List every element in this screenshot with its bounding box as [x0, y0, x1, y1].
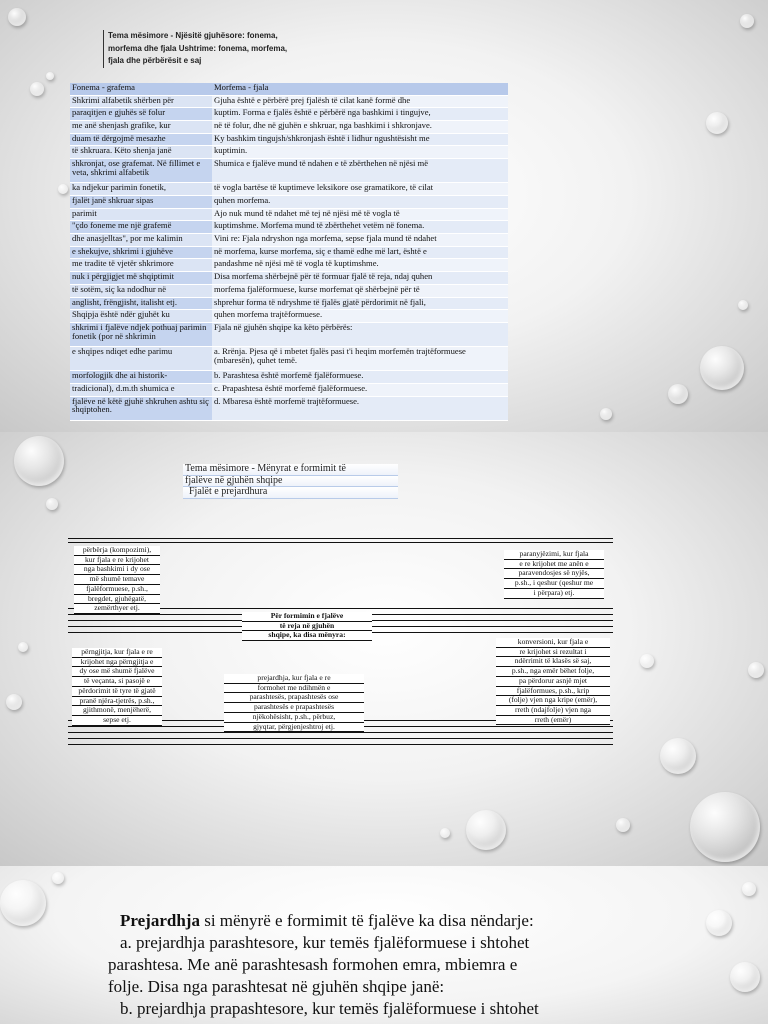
rule-line [68, 542, 613, 543]
table-cell: e shekujve, shkrimi i gjuhëve [70, 246, 212, 259]
article-prefixing-cell [504, 550, 604, 599]
table-cell: kuptim. Forma e fjalës është e përbërë nga bashkimi i tingujve, [212, 108, 508, 121]
table-row [70, 371, 508, 384]
table-cell: shkrimi i fjalëve ndjek pothuaj parimin fonetik (por në shkrimin [70, 322, 212, 346]
compounding-cell [74, 546, 160, 614]
water-drop [706, 112, 728, 134]
table-row [70, 259, 508, 272]
table-row [70, 272, 508, 285]
water-drop [668, 384, 688, 404]
slide-1-title [103, 30, 323, 68]
water-drop [640, 654, 654, 668]
text-fragment: si mënyrë e formimit të fjalëve ka disa nëndarje: [199, 911, 534, 930]
water-drop [616, 818, 630, 832]
water-drop [440, 828, 450, 838]
table-row [70, 284, 508, 297]
cell-line: krijohet nga përngjitja e [72, 658, 162, 668]
table-cell: kuptimshme. Morfema mund të zbërthehet vetëm në fonema. [212, 221, 508, 234]
text-line: folje. Disa nga parashtesat në gjuhën shqipe janë: [108, 977, 445, 996]
table-cell: Shkrimi alfabetik shërben për [70, 95, 212, 108]
table-cell: në morfema, kurse morfema, siç e thamë edhe më lart, është e [212, 246, 508, 259]
cell-line: i përpara) etj. [504, 589, 604, 599]
water-drop [738, 300, 748, 310]
table-cell: parimit [70, 208, 212, 221]
cell-line: njëkohësisht, p.sh., përbuz, [224, 713, 364, 723]
table-cell: Ky bashkim tingujsh/shkronjash është i lidhur ngushtësisht me [212, 133, 508, 146]
water-drop [690, 792, 760, 862]
title-line: fjalëve në gjuhën shqipe [183, 476, 398, 488]
cell-line: Për formimin e fjalëve [242, 612, 372, 622]
cell-line: parashtesës, prapashtesës ose [224, 693, 364, 703]
cell-line: sepse etj. [72, 716, 162, 726]
cell-line: përbërja (kompozimi), [74, 546, 160, 556]
cell-line: të veçanta, si pasojë e [72, 677, 162, 687]
table-row [70, 246, 508, 259]
table-cell: dhe anasjelltas", por me kalimin [70, 234, 212, 247]
table-cell: kuptimin. [212, 146, 508, 159]
table-cell: nuk i përgjigjet më shqiptimit [70, 272, 212, 285]
water-drop [740, 14, 754, 28]
cell-line: (folje) vjen nga kripe (emër), [496, 696, 610, 706]
table-row [70, 159, 508, 183]
cell-line: paravendosjes së nyjës, [504, 569, 604, 579]
formation-methods-heading [242, 612, 372, 641]
table-header-cell: Fonema - grafema [70, 83, 212, 95]
table-cell: c. Prapashtesa është morfemë fjalëformuese. [212, 383, 508, 396]
table-cell: në të folur, dhe në gjuhën e shkruar, nga bashkimi i shkronjave. [212, 120, 508, 133]
table-header-cell: Morfema - fjala [212, 83, 508, 95]
word-formation-diagram [68, 538, 613, 744]
table-cell: të sotëm, siç ka ndodhur në [70, 284, 212, 297]
cell-line: e re krijohet me anën e [504, 560, 604, 570]
water-drop [0, 880, 46, 926]
slide-3 [0, 866, 768, 1024]
table-cell: quhen morfema trajtëformuese. [212, 310, 508, 323]
table-cell: shkronjat, ose grafemat. Në fillimet e veta, shkrimi alfabetik [70, 159, 212, 183]
table-row [70, 208, 508, 221]
water-drop [466, 810, 506, 850]
cell-line: paranyjëzimi, kur fjala [504, 550, 604, 560]
water-drop [600, 408, 612, 420]
table-cell: fjalët janë shkruar sipas [70, 195, 212, 208]
table-row [70, 322, 508, 346]
cell-line: pa përdorur asnjë mjet [496, 677, 610, 687]
table-row [70, 310, 508, 323]
cell-line: gjithmonë, menjëherë, [72, 706, 162, 716]
water-drop [46, 498, 58, 510]
cell-line: re krijohet si rezultat i [496, 648, 610, 658]
slide-2 [0, 432, 768, 866]
water-drop [660, 738, 696, 774]
table-cell: Gjuha është e përbërë prej fjalësh të cilat kanë formë dhe [212, 95, 508, 108]
table-cell: duam të dërgojmë mesazhe [70, 133, 212, 146]
water-drop [748, 662, 764, 678]
rule-line [68, 538, 613, 539]
table-cell: Ajo nuk mund të ndahet më tej në njësi më të vogla të [212, 208, 508, 221]
table-row [70, 396, 508, 420]
water-drop [6, 694, 22, 710]
cell-line: formohet me ndihmën e [224, 684, 364, 694]
table-cell: d. Mbaresa është morfemë trajtëformuese. [212, 396, 508, 420]
table-cell: a. Rrënja. Pjesa që i mbetet fjalës pasi t'i heqim morfemën trajtëformuese (mbaresën), quhet temë. [212, 347, 508, 371]
table-row [70, 133, 508, 146]
water-drop [46, 72, 54, 80]
table-cell: ka ndjekur parimin fonetik, [70, 183, 212, 196]
slide-1 [0, 0, 768, 432]
phoneme-morpheme-table [70, 83, 508, 421]
cell-line: kur fjala e re krijohet [74, 556, 160, 566]
table-cell: Shumica e fjalëve mund të ndahen e të zbërthehen në njësi më [212, 159, 508, 183]
derivation-cell [224, 674, 364, 732]
text-line: b. prejardhja prapashtesore, kur temës fjalëformuese i shtohet [120, 999, 539, 1018]
table-cell: b. Parashtesa është morfemë fjalëformuese. [212, 371, 508, 384]
cell-line: konversioni, kur fjala e [496, 638, 610, 648]
water-drop [730, 962, 760, 992]
table-row [70, 146, 508, 159]
table-cell: Disa morfema shërbejnë për të formuar fjalë të reja, ndaj quhen [212, 272, 508, 285]
cell-line: përngjitja, kur fjala e re [72, 648, 162, 658]
cell-line: p.sh., i qeshur (qeshur me [504, 579, 604, 589]
cell-line: parashtesës e prapashtesës [224, 703, 364, 713]
table-row [70, 221, 508, 234]
text-line: a. prejardhja parashtesore, kur temës fjalëformuese i shtohet [120, 933, 530, 952]
table-cell: Shqipja është ndër gjuhët ku [70, 310, 212, 323]
table-cell: anglisht, frëngjisht, italisht etj. [70, 297, 212, 310]
title-line: Fjalët e prejardhura [183, 487, 398, 499]
cell-line: rreth (ndajfolje) vjen nga [496, 706, 610, 716]
cell-line: pranë njëra-tjetrës, p.sh., [72, 697, 162, 707]
table-row [70, 183, 508, 196]
cell-line: fjalëformues, p.sh., krip [496, 687, 610, 697]
water-drop [8, 8, 26, 26]
title-line: morfema dhe fjala Ushtrime: fonema, morfema, [108, 43, 288, 53]
cell-line: nga bashkimi i dy ose [74, 565, 160, 575]
table-row [70, 120, 508, 133]
table-cell: quhen morfema. [212, 195, 508, 208]
table-cell: pandashme në njësi më të vogla të kuptimshme. [212, 259, 508, 272]
table-cell: morfologjik dhe ai historik- [70, 371, 212, 384]
table-cell: të shkruara. Këto shenja janë [70, 146, 212, 159]
table-cell: Vini re: Fjala ndryshon nga morfema, sepse fjala mund të ndahet [212, 234, 508, 247]
cell-line: bregdet, gjuhëgatë, [74, 595, 160, 605]
table-cell: e shqipes ndiqet edhe parimu [70, 347, 212, 371]
table-row [70, 383, 508, 396]
title-line: fjala dhe përbërësit e saj [108, 56, 202, 65]
cell-line: të reja në gjuhën [242, 622, 372, 632]
table-row [70, 297, 508, 310]
water-drop [30, 82, 44, 96]
cell-line: p.sh., nga emër bëhet folje, [496, 667, 610, 677]
table-cell: të vogla bartëse të kuptimeve leksikore ose gramatikore, të cilat [212, 183, 508, 196]
water-drop [706, 910, 732, 936]
cell-line: ndërrimit të klasës së saj, [496, 657, 610, 667]
table-cell: paraqitjen e gjuhës së folur [70, 108, 212, 121]
table-row [70, 108, 508, 121]
title-line: Tema mësimore - Mënyrat e formimit të [183, 464, 398, 476]
table-cell: me tradite të vjetër shkrimore [70, 259, 212, 272]
water-drop [58, 184, 68, 194]
cell-line: më shumë temave [74, 575, 160, 585]
water-drop [742, 882, 756, 896]
water-drop [700, 346, 744, 390]
table-row [70, 234, 508, 247]
rule-line [68, 738, 613, 739]
text-line: parashtesa. Me anë parashtesash formohen emra, mbiemra e [108, 955, 518, 974]
table-row [70, 195, 508, 208]
bold-term: Prejardhja [120, 911, 200, 930]
table-cell: "çdo foneme me një grafemë [70, 221, 212, 234]
cell-line: përdorimit të tyre të gjatë [72, 687, 162, 697]
table-cell: me anë shenjash grafike, kur [70, 120, 212, 133]
table-cell: tradicional), d.m.th shumica e [70, 383, 212, 396]
rule-line [68, 744, 613, 745]
text-line [108, 910, 628, 932]
cell-line: fjalëformuese, p.sh., [74, 585, 160, 595]
table-row [70, 95, 508, 108]
table-header-row [70, 83, 508, 95]
conversion-cell [496, 638, 610, 725]
table-row [70, 347, 508, 371]
title-line: Tema mësimore - Njësitë gjuhësore: fonema, [108, 31, 278, 40]
table-cell: morfema fjalëformuese, kurse morfemat që shërbejnë për të [212, 284, 508, 297]
cell-line: rreth (emër) [496, 716, 610, 726]
table-cell: shprehur forma të ndryshme të fjalës gjatë përdorimit në fjali, [212, 297, 508, 310]
water-drop [18, 642, 28, 652]
cell-line: gjyqtar, përgjenjeshtroj etj. [224, 723, 364, 733]
water-drop [14, 436, 64, 486]
table-cell: fjalëve në këtë gjuhë shkruhen ashtu siç shqiptohen. [70, 396, 212, 420]
cell-line: zemërthyer etj. [74, 604, 160, 614]
cell-line: prejardhja, kur fjala e re [224, 674, 364, 684]
agglutination-cell [72, 648, 162, 726]
table-cell: Fjala në gjuhën shqipe ka këto përbërës: [212, 322, 508, 346]
slide-2-title [183, 464, 398, 499]
cell-line: shqipe, ka disa mënyra: [242, 631, 372, 641]
water-drop [52, 872, 64, 884]
cell-line: dy ose më shumë fjalëve [72, 667, 162, 677]
derivation-text [108, 910, 628, 1020]
